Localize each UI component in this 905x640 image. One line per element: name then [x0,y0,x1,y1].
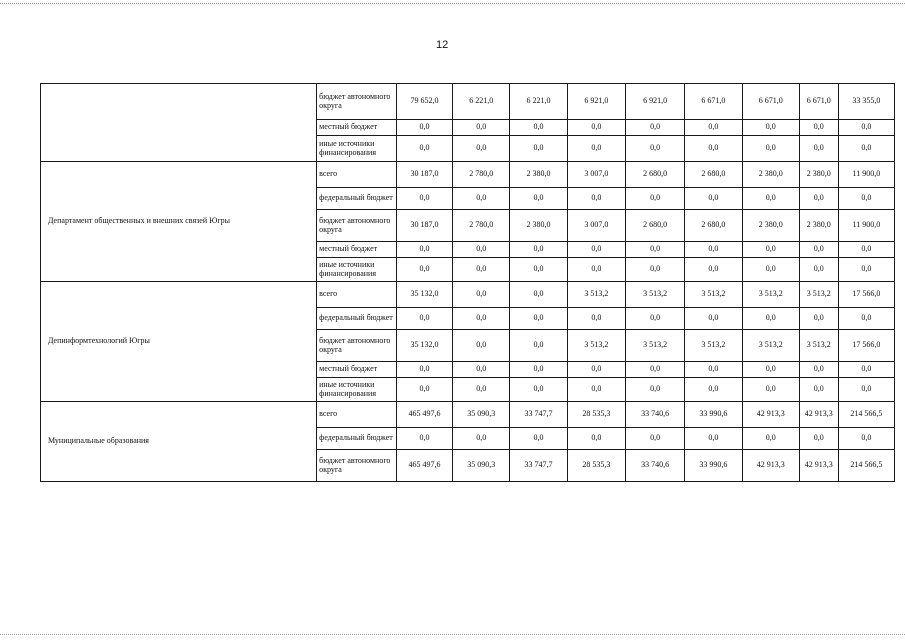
amount-cell: 6 671,0 [685,84,742,120]
amount-cell: 0,0 [510,242,567,258]
amount-cell: 28 535,3 [567,402,625,428]
amount-cell: 30 187,0 [396,162,452,188]
amount-cell: 2 380,0 [510,162,567,188]
amount-cell: 0,0 [510,330,567,362]
amount-cell: 0,0 [742,120,799,136]
amount-cell: 35 132,0 [396,282,452,308]
funding-source-cell: местный бюджет [317,242,397,258]
amount-cell: 2 680,0 [685,210,742,242]
amount-cell: 0,0 [567,308,625,330]
amount-cell: 0,0 [799,428,838,450]
amount-cell: 42 913,3 [742,402,799,428]
amount-cell: 0,0 [742,188,799,210]
funding-source-cell: бюджет автономного округа [317,330,397,362]
amount-cell: 0,0 [396,362,452,378]
amount-cell: 42 913,3 [742,450,799,482]
amount-cell: 3 513,2 [625,330,684,362]
table-row [41,402,895,428]
page-number: 12 [436,39,449,51]
funding-source-cell: иные источники финансирования [317,378,397,402]
amount-cell: 0,0 [453,258,510,282]
table-body [41,84,895,482]
amount-cell: 0,0 [685,378,742,402]
amount-cell: 0,0 [396,428,452,450]
amount-cell: 0,0 [742,136,799,162]
amount-cell: 0,0 [510,188,567,210]
amount-cell: 0,0 [742,362,799,378]
amount-cell: 3 513,2 [685,330,742,362]
amount-cell: 35 090,3 [453,450,510,482]
amount-cell: 3 513,2 [799,282,838,308]
amount-cell: 11 900,0 [838,162,894,188]
amount-cell: 0,0 [685,188,742,210]
amount-cell: 35 090,3 [453,402,510,428]
amount-cell: 3 513,2 [742,282,799,308]
amount-cell: 6 921,0 [625,84,684,120]
amount-cell: 0,0 [510,362,567,378]
amount-cell: 0,0 [510,136,567,162]
amount-cell: 17 566,0 [838,282,894,308]
funding-source-cell: федеральный бюджет [317,188,397,210]
amount-cell: 0,0 [567,188,625,210]
amount-cell: 0,0 [625,428,684,450]
organization-cell: Депинформтехнологий Югры [41,282,317,402]
amount-cell: 0,0 [453,428,510,450]
amount-cell: 33 990,6 [685,450,742,482]
amount-cell: 0,0 [838,378,894,402]
amount-cell: 0,0 [799,242,838,258]
table-row [41,162,895,188]
amount-cell: 0,0 [625,136,684,162]
amount-cell: 11 900,0 [838,210,894,242]
amount-cell: 2 780,0 [453,162,510,188]
funding-source-cell: бюджет автономного округа [317,210,397,242]
amount-cell: 0,0 [625,362,684,378]
amount-cell: 6 221,0 [453,84,510,120]
amount-cell: 35 132,0 [396,330,452,362]
amount-cell: 28 535,3 [567,450,625,482]
amount-cell: 2 380,0 [742,162,799,188]
amount-cell: 0,0 [396,308,452,330]
amount-cell: 0,0 [799,258,838,282]
amount-cell: 17 566,0 [838,330,894,362]
funding-source-cell: бюджет автономного округа [317,84,397,120]
amount-cell: 42 913,3 [799,402,838,428]
amount-cell: 214 566,5 [838,402,894,428]
amount-cell: 0,0 [742,258,799,282]
amount-cell: 6 921,0 [567,84,625,120]
table-row [41,84,895,120]
amount-cell: 33 740,6 [625,450,684,482]
funding-source-cell: всего [317,162,397,188]
funding-source-cell: иные источники финансирования [317,258,397,282]
amount-cell: 2 780,0 [453,210,510,242]
amount-cell: 0,0 [396,188,452,210]
funding-source-cell: федеральный бюджет [317,308,397,330]
scan-edge-bottom [0,634,905,635]
amount-cell: 0,0 [742,428,799,450]
funding-source-cell: иные источники финансирования [317,136,397,162]
amount-cell: 0,0 [625,242,684,258]
funding-source-cell: бюджет автономного округа [317,450,397,482]
amount-cell: 0,0 [685,362,742,378]
amount-cell: 0,0 [510,258,567,282]
amount-cell: 0,0 [453,308,510,330]
amount-cell: 2 680,0 [625,210,684,242]
amount-cell: 0,0 [453,242,510,258]
amount-cell: 0,0 [453,136,510,162]
amount-cell: 2 680,0 [625,162,684,188]
amount-cell: 2 380,0 [742,210,799,242]
amount-cell: 0,0 [838,428,894,450]
amount-cell: 2 380,0 [799,162,838,188]
amount-cell: 0,0 [567,428,625,450]
amount-cell: 0,0 [510,378,567,402]
amount-cell: 3 007,0 [567,162,625,188]
amount-cell: 0,0 [685,258,742,282]
amount-cell: 33 355,0 [838,84,894,120]
amount-cell: 0,0 [453,330,510,362]
amount-cell: 0,0 [838,188,894,210]
amount-cell: 0,0 [685,428,742,450]
amount-cell: 3 513,2 [685,282,742,308]
amount-cell: 0,0 [838,242,894,258]
amount-cell: 2 380,0 [510,210,567,242]
amount-cell: 465 497,6 [396,402,452,428]
amount-cell: 0,0 [838,308,894,330]
amount-cell: 214 566,5 [838,450,894,482]
amount-cell: 3 007,0 [567,210,625,242]
amount-cell: 0,0 [625,378,684,402]
amount-cell: 0,0 [799,120,838,136]
funding-source-cell: местный бюджет [317,362,397,378]
amount-cell: 33 747,7 [510,402,567,428]
amount-cell: 0,0 [396,378,452,402]
amount-cell: 33 990,6 [685,402,742,428]
funding-source-cell: всего [317,282,397,308]
amount-cell: 3 513,2 [567,330,625,362]
amount-cell: 0,0 [685,308,742,330]
amount-cell: 0,0 [510,120,567,136]
amount-cell: 0,0 [838,258,894,282]
organization-cell [41,84,317,162]
amount-cell: 0,0 [799,308,838,330]
amount-cell: 0,0 [567,362,625,378]
organization-cell: Муниципальные образования [41,402,317,482]
amount-cell: 0,0 [396,136,452,162]
amount-cell: 0,0 [567,136,625,162]
amount-cell: 3 513,2 [799,330,838,362]
funding-source-cell: всего [317,402,397,428]
amount-cell: 0,0 [567,378,625,402]
amount-cell: 0,0 [567,242,625,258]
amount-cell: 6 221,0 [510,84,567,120]
amount-cell: 79 652,0 [396,84,452,120]
amount-cell: 33 747,7 [510,450,567,482]
amount-cell: 0,0 [685,242,742,258]
amount-cell: 2 380,0 [799,210,838,242]
amount-cell: 33 740,6 [625,402,684,428]
amount-cell: 0,0 [799,378,838,402]
amount-cell: 3 513,2 [742,330,799,362]
amount-cell: 0,0 [625,120,684,136]
amount-cell: 0,0 [742,378,799,402]
amount-cell: 0,0 [396,242,452,258]
amount-cell: 3 513,2 [567,282,625,308]
amount-cell: 0,0 [453,120,510,136]
funding-table [40,83,895,482]
amount-cell: 0,0 [510,428,567,450]
amount-cell: 0,0 [453,188,510,210]
amount-cell: 42 913,3 [799,450,838,482]
amount-cell: 6 671,0 [742,84,799,120]
amount-cell: 465 497,6 [396,450,452,482]
funding-source-cell: местный бюджет [317,120,397,136]
table-row [41,282,895,308]
amount-cell: 0,0 [396,120,452,136]
amount-cell: 0,0 [838,362,894,378]
amount-cell: 0,0 [453,378,510,402]
amount-cell: 0,0 [742,308,799,330]
amount-cell: 0,0 [396,258,452,282]
amount-cell: 0,0 [685,120,742,136]
amount-cell: 0,0 [685,136,742,162]
amount-cell: 0,0 [567,120,625,136]
amount-cell: 0,0 [567,258,625,282]
organization-cell: Департамент общественных и внешних связей Югры [41,162,317,282]
amount-cell: 0,0 [625,258,684,282]
amount-cell: 0,0 [838,120,894,136]
amount-cell: 0,0 [742,242,799,258]
amount-cell: 2 680,0 [685,162,742,188]
amount-cell: 0,0 [799,188,838,210]
amount-cell: 0,0 [453,362,510,378]
amount-cell: 0,0 [838,136,894,162]
amount-cell: 0,0 [799,136,838,162]
amount-cell: 0,0 [799,362,838,378]
amount-cell: 0,0 [625,308,684,330]
amount-cell: 3 513,2 [625,282,684,308]
scan-edge-top [0,3,905,4]
funding-source-cell: федеральный бюджет [317,428,397,450]
amount-cell: 0,0 [625,188,684,210]
amount-cell: 0,0 [453,282,510,308]
amount-cell: 30 187,0 [396,210,452,242]
amount-cell: 0,0 [510,282,567,308]
amount-cell: 6 671,0 [799,84,838,120]
amount-cell: 0,0 [510,308,567,330]
